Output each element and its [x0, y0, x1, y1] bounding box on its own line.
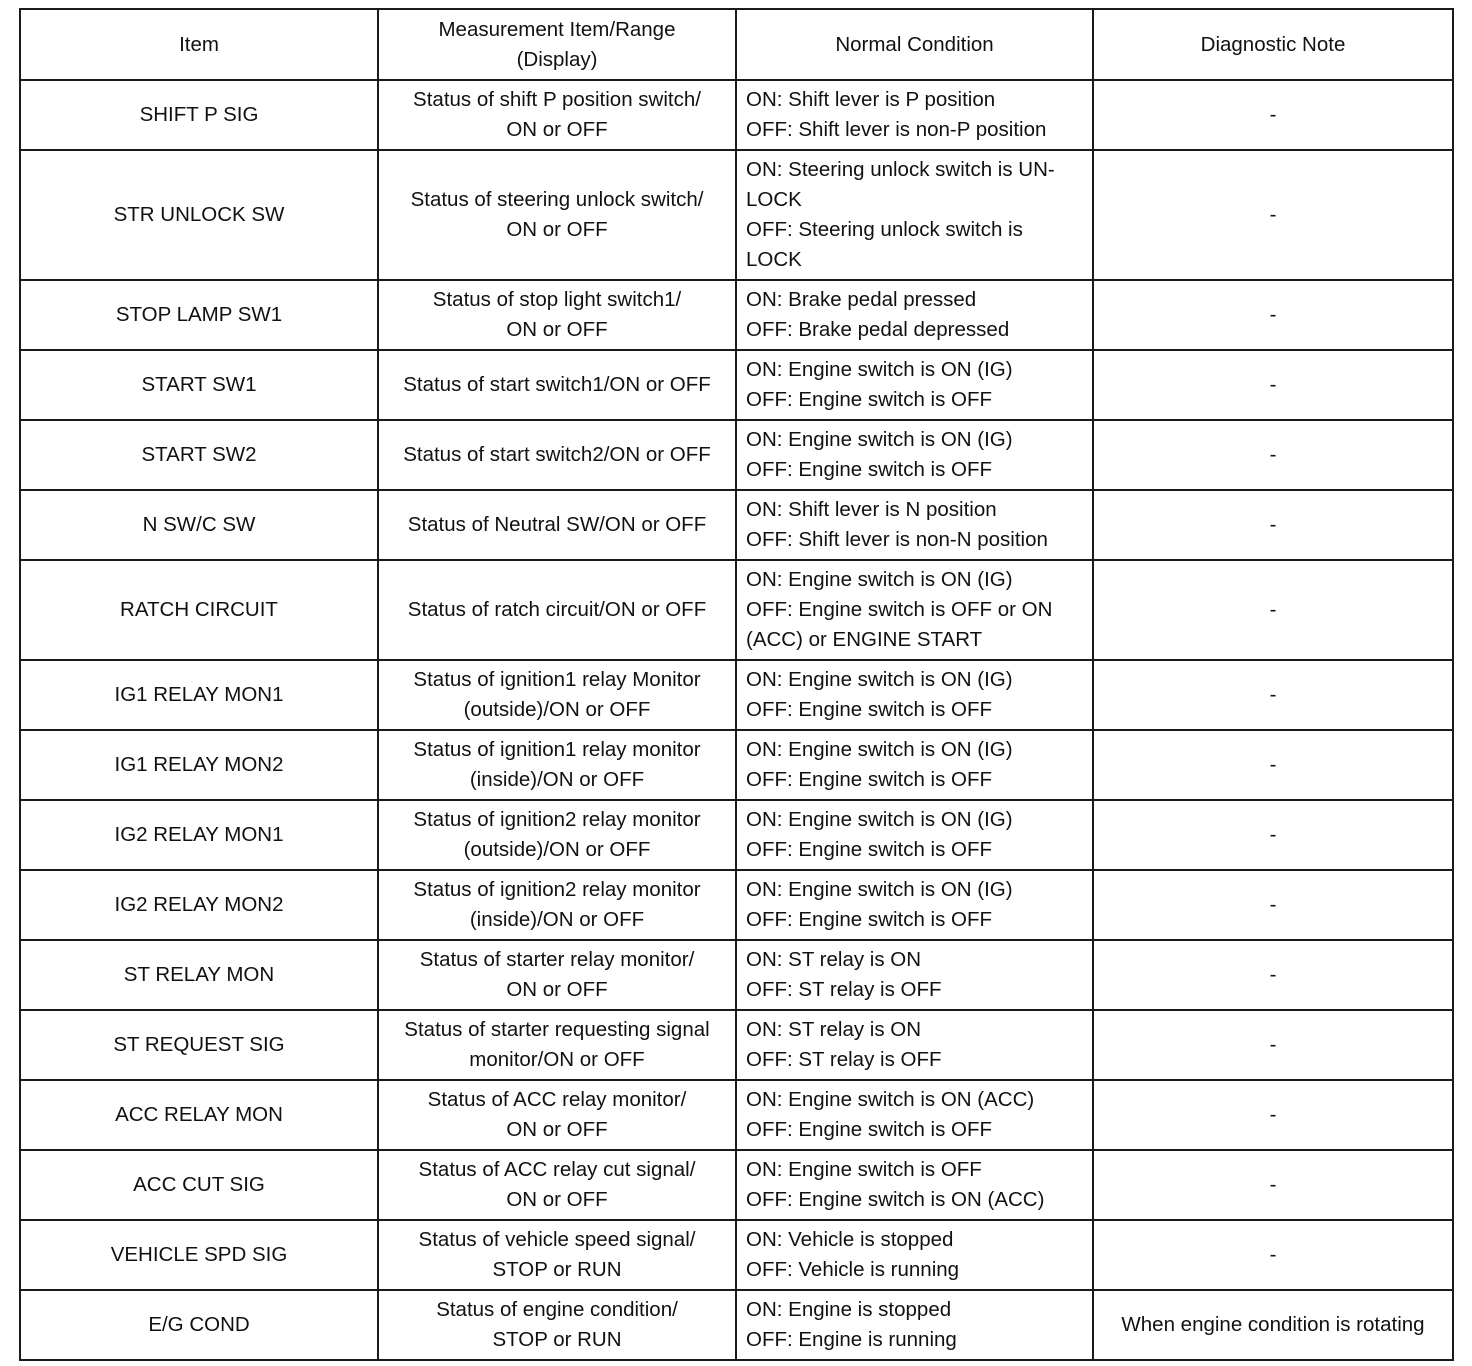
measurement-line: ON or OFF	[506, 318, 608, 341]
diagnostic-note-text: -	[1269, 1033, 1277, 1056]
item-label: IG1 RELAY MON1	[114, 683, 284, 706]
measurement-line: Status of steering unlock switch/	[410, 188, 704, 211]
cell-normal-condition	[736, 350, 1093, 420]
condition-line: OFF: Engine switch is OFF	[746, 458, 993, 481]
condition-line: OFF: Engine switch is ON (ACC)	[746, 1188, 1045, 1211]
cell-measurement	[378, 940, 736, 1010]
cell-diagnostic-note	[1093, 1150, 1453, 1220]
cell-measurement	[378, 1080, 736, 1150]
cell-measurement	[378, 800, 736, 870]
cell-diagnostic-note	[1093, 150, 1453, 280]
diagnostic-note-text: -	[1269, 443, 1277, 466]
cell-normal-condition	[736, 1080, 1093, 1150]
cell-item	[20, 940, 378, 1010]
header-normal-condition-label: Normal Condition	[835, 32, 994, 56]
measurement-line: Status of start switch2/ON or OFF	[403, 443, 711, 466]
cell-item	[20, 420, 378, 490]
condition-line: ON: Shift lever is P position	[746, 88, 996, 111]
measurement-line: (inside)/ON or OFF	[469, 768, 645, 791]
table-row	[20, 1150, 1453, 1220]
table-row	[20, 800, 1453, 870]
cell-item	[20, 660, 378, 730]
condition-line: ON: Vehicle is stopped	[746, 1228, 954, 1251]
cell-measurement	[378, 870, 736, 940]
cell-item	[20, 280, 378, 350]
measurement-line: Status of ACC relay monitor/	[427, 1088, 687, 1111]
cell-normal-condition	[736, 560, 1093, 660]
condition-line: LOCK	[746, 248, 802, 271]
item-label: START SW2	[141, 443, 257, 466]
item-label: START SW1	[141, 373, 257, 396]
condition-line: OFF: ST relay is OFF	[746, 1048, 942, 1071]
measurement-line: ON or OFF	[506, 1118, 608, 1141]
cell-measurement	[378, 1220, 736, 1290]
cell-normal-condition	[736, 1220, 1093, 1290]
header-diagnostic-note	[1093, 9, 1453, 80]
condition-line: OFF: Brake pedal depressed	[746, 318, 1010, 341]
cell-measurement	[378, 1150, 736, 1220]
cell-normal-condition	[736, 870, 1093, 940]
measurement-line: Status of vehicle speed signal/	[418, 1228, 696, 1251]
cell-diagnostic-note	[1093, 730, 1453, 800]
item-label: N SW/C SW	[142, 513, 256, 536]
item-label: IG1 RELAY MON2	[114, 753, 284, 776]
measurement-line: Status of ignition1 relay Monitor	[413, 668, 701, 691]
cell-item	[20, 800, 378, 870]
header-item-label: Item	[179, 32, 219, 56]
item-label: SHIFT P SIG	[139, 103, 259, 126]
header-measurement-line2: (Display)	[516, 47, 598, 71]
diagnostic-note-text: -	[1269, 1173, 1277, 1196]
condition-line: OFF: Shift lever is non-N position	[746, 528, 1048, 551]
condition-line: OFF: Shift lever is non-P position	[746, 118, 1047, 141]
cell-item	[20, 80, 378, 150]
item-label: ST REQUEST SIG	[113, 1033, 285, 1056]
measurement-line: Status of engine condition/	[436, 1298, 678, 1321]
data-monitor-table	[19, 8, 1454, 1361]
diagnostic-note-text: When engine condition is rotating	[1121, 1313, 1425, 1336]
table-header-row	[20, 9, 1453, 80]
condition-line: ON: Engine switch is ON (IG)	[746, 358, 1013, 381]
measurement-line: Status of ignition1 relay monitor	[413, 738, 701, 761]
item-label: ST RELAY MON	[123, 963, 275, 986]
item-label: E/G COND	[148, 1313, 250, 1336]
cell-normal-condition	[736, 490, 1093, 560]
table-row	[20, 1080, 1453, 1150]
measurement-line: Status of stop light switch1/	[432, 288, 682, 311]
condition-line: ON: ST relay is ON	[746, 1018, 922, 1041]
condition-line: OFF: Engine switch is OFF	[746, 908, 993, 931]
measurement-line: Status of ratch circuit/ON or OFF	[407, 598, 707, 621]
measurement-line: Status of Neutral SW/ON or OFF	[407, 513, 707, 536]
condition-line: OFF: Vehicle is running	[746, 1258, 960, 1281]
table-row	[20, 870, 1453, 940]
diagnostic-note-text: -	[1269, 963, 1277, 986]
condition-line: (ACC) or ENGINE START	[746, 628, 983, 651]
cell-diagnostic-note	[1093, 1010, 1453, 1080]
item-label: ACC CUT SIG	[133, 1173, 265, 1196]
condition-line: OFF: Engine switch is OFF	[746, 838, 993, 861]
cell-diagnostic-note	[1093, 560, 1453, 660]
table-row	[20, 560, 1453, 660]
condition-line: ON: Engine switch is ON (IG)	[746, 568, 1013, 591]
item-label: ACC RELAY MON	[115, 1103, 283, 1126]
diagnostic-note-text: -	[1269, 893, 1277, 916]
measurement-line: (inside)/ON or OFF	[469, 908, 645, 931]
header-normal-condition	[736, 9, 1093, 80]
condition-line: OFF: ST relay is OFF	[746, 978, 942, 1001]
header-measurement	[378, 9, 736, 80]
cell-measurement	[378, 1010, 736, 1080]
cell-measurement	[378, 660, 736, 730]
measurement-line: STOP or RUN	[492, 1328, 622, 1351]
cell-item	[20, 1150, 378, 1220]
condition-line: ON: Engine switch is OFF	[746, 1158, 982, 1181]
item-label: VEHICLE SPD SIG	[110, 1243, 288, 1266]
diagnostic-note-text: -	[1269, 753, 1277, 776]
cell-measurement	[378, 280, 736, 350]
cell-diagnostic-note	[1093, 350, 1453, 420]
cell-item	[20, 730, 378, 800]
measurement-line: Status of ignition2 relay monitor	[413, 808, 701, 831]
condition-line: ON: Engine switch is ON (ACC)	[746, 1088, 1035, 1111]
cell-measurement	[378, 490, 736, 560]
table-row	[20, 1290, 1453, 1360]
measurement-line: ON or OFF	[506, 978, 608, 1001]
table-row	[20, 420, 1453, 490]
cell-normal-condition	[736, 1010, 1093, 1080]
cell-normal-condition	[736, 1150, 1093, 1220]
measurement-line: Status of ACC relay cut signal/	[418, 1158, 696, 1181]
diagnostic-note-text: -	[1269, 103, 1277, 126]
cell-item	[20, 560, 378, 660]
item-label: RATCH CIRCUIT	[120, 598, 278, 621]
measurement-line: Status of ignition2 relay monitor	[413, 878, 701, 901]
measurement-line: (outside)/ON or OFF	[463, 698, 651, 721]
cell-diagnostic-note	[1093, 660, 1453, 730]
diagnostic-note-text: -	[1269, 1243, 1277, 1266]
cell-normal-condition	[736, 420, 1093, 490]
header-measurement-line1: Measurement Item/Range	[438, 17, 676, 41]
condition-line: LOCK	[746, 188, 802, 211]
measurement-line: STOP or RUN	[492, 1258, 622, 1281]
cell-normal-condition	[736, 940, 1093, 1010]
condition-line: ON: Brake pedal pressed	[746, 288, 977, 311]
diagnostic-note-text: -	[1269, 513, 1277, 536]
measurement-line: ON or OFF	[506, 218, 608, 241]
item-label: IG2 RELAY MON1	[114, 823, 284, 846]
cell-measurement	[378, 730, 736, 800]
condition-line: OFF: Engine switch is OFF	[746, 698, 993, 721]
table-row	[20, 150, 1453, 280]
cell-diagnostic-note	[1093, 80, 1453, 150]
condition-line: OFF: Engine switch is OFF	[746, 1118, 993, 1141]
cell-normal-condition	[736, 660, 1093, 730]
measurement-line: Status of start switch1/ON or OFF	[403, 373, 711, 396]
measurement-line: monitor/ON or OFF	[469, 1048, 645, 1071]
cell-diagnostic-note	[1093, 280, 1453, 350]
cell-diagnostic-note	[1093, 490, 1453, 560]
cell-diagnostic-note	[1093, 1080, 1453, 1150]
measurement-line: ON or OFF	[506, 118, 608, 141]
diagnostic-note-text: -	[1269, 303, 1277, 326]
table-row	[20, 730, 1453, 800]
cell-item	[20, 350, 378, 420]
cell-normal-condition	[736, 1290, 1093, 1360]
condition-line: ON: Engine switch is ON (IG)	[746, 878, 1013, 901]
cell-measurement	[378, 80, 736, 150]
cell-normal-condition	[736, 80, 1093, 150]
cell-diagnostic-note	[1093, 940, 1453, 1010]
cell-item	[20, 490, 378, 560]
diagnostic-note-text: -	[1269, 1103, 1277, 1126]
cell-diagnostic-note	[1093, 870, 1453, 940]
table-body	[20, 80, 1453, 1360]
measurement-line: Status of starter requesting signal	[404, 1018, 710, 1041]
condition-line: ON: Engine switch is ON (IG)	[746, 738, 1013, 761]
condition-line: OFF: Engine switch is OFF	[746, 388, 993, 411]
diagnostic-note-text: -	[1269, 683, 1277, 706]
condition-line: ON: Engine switch is ON (IG)	[746, 808, 1013, 831]
cell-normal-condition	[736, 730, 1093, 800]
diagnostic-note-text: -	[1269, 598, 1277, 621]
cell-normal-condition	[736, 150, 1093, 280]
diagnostic-note-text: -	[1269, 373, 1277, 396]
cell-measurement	[378, 560, 736, 660]
cell-measurement	[378, 1290, 736, 1360]
measurement-line: (outside)/ON or OFF	[463, 838, 651, 861]
item-label: STOP LAMP SW1	[115, 303, 283, 326]
table-row	[20, 660, 1453, 730]
table-row	[20, 280, 1453, 350]
condition-line: OFF: Engine switch is OFF or ON	[746, 598, 1053, 621]
condition-line: OFF: Engine is running	[746, 1328, 957, 1351]
diagnostic-note-text: -	[1269, 823, 1277, 846]
header-item	[20, 9, 378, 80]
table-row	[20, 1010, 1453, 1080]
cell-item	[20, 870, 378, 940]
cell-diagnostic-note	[1093, 420, 1453, 490]
diagnostic-note-text: -	[1269, 203, 1277, 226]
condition-line: ON: Steering unlock switch is UN-	[746, 158, 1055, 181]
cell-item	[20, 1220, 378, 1290]
condition-line: ON: Engine switch is ON (IG)	[746, 668, 1013, 691]
table-row	[20, 1220, 1453, 1290]
cell-normal-condition	[736, 800, 1093, 870]
table-row	[20, 350, 1453, 420]
condition-line: OFF: Steering unlock switch is	[746, 218, 1023, 241]
cell-diagnostic-note	[1093, 1290, 1453, 1360]
cell-measurement	[378, 150, 736, 280]
cell-item	[20, 1010, 378, 1080]
table-row	[20, 490, 1453, 560]
measurement-line: Status of starter relay monitor/	[419, 948, 695, 971]
cell-diagnostic-note	[1093, 1220, 1453, 1290]
cell-normal-condition	[736, 280, 1093, 350]
condition-line: ON: Engine is stopped	[746, 1298, 952, 1321]
cell-measurement	[378, 420, 736, 490]
condition-line: ON: Shift lever is N position	[746, 498, 997, 521]
item-label: IG2 RELAY MON2	[114, 893, 284, 916]
cell-diagnostic-note	[1093, 800, 1453, 870]
cell-item	[20, 1290, 378, 1360]
measurement-line: ON or OFF	[506, 1188, 608, 1211]
header-diagnostic-note-label: Diagnostic Note	[1200, 32, 1346, 56]
table-row	[20, 80, 1453, 150]
condition-line: ON: ST relay is ON	[746, 948, 922, 971]
item-label: STR UNLOCK SW	[113, 203, 285, 226]
cell-measurement	[378, 350, 736, 420]
table-row	[20, 940, 1453, 1010]
cell-item	[20, 1080, 378, 1150]
measurement-line: Status of shift P position switch/	[413, 88, 701, 111]
condition-line: ON: Engine switch is ON (IG)	[746, 428, 1013, 451]
cell-item	[20, 150, 378, 280]
condition-line: OFF: Engine switch is OFF	[746, 768, 993, 791]
